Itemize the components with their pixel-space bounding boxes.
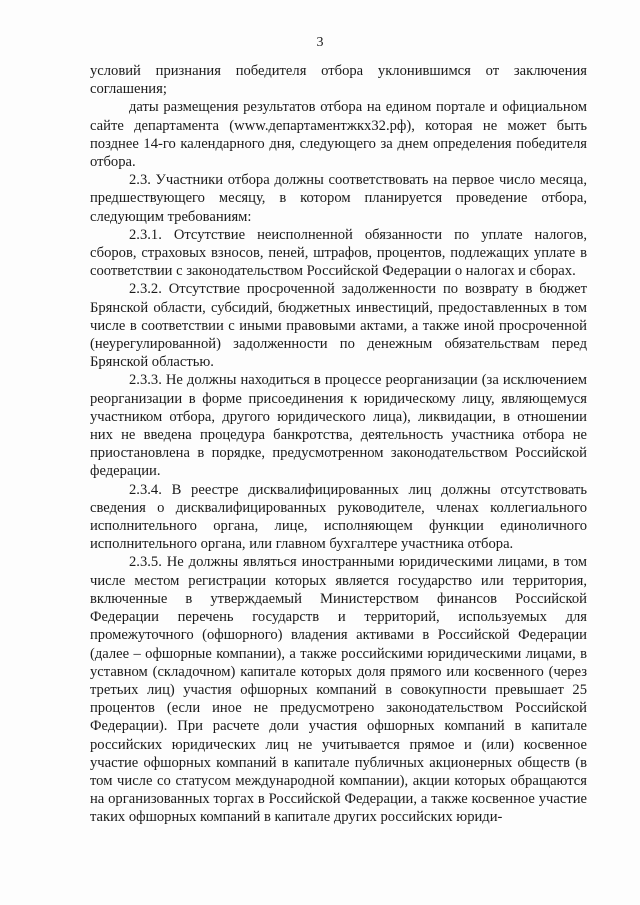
- paragraph: 2.3.5. Не должны являться иностранными юридическими лицами, в том числе местом регистрации которых является государство или территория, включенные в утверждаемый Министерством финансов Российской Федерации перечень государств и территорий, используемых для промежуточного (офшорного) владения активами в Российской Федерации (далее – офшорные компании), а также российскими юридическими лицами, в уставном (складочном) капитале которых доля прямого или косвенного (через третьих лиц) участия офшорных компаний в совокупности превышает 25 процентов (если иное не предусмотрено законодательством Российской Федерации). При расчете доли участия офшорных компаний в капитале российских юридических лиц не учитывается прямое и (или) косвенное участие офшорных компаний в капитале публичных акционерных обществ (в том числе со статусом международной компании), акции которых обращаются на организованных торгах в Российской Федерации, а также косвенное участие таких офшорных компаний в капитале других российских юриди-: [90, 554, 587, 826]
- paragraph: 2.3.4. В реестре дисквалифицированных лиц должны отсутствовать сведения о дисквалифицированных руководителе, членах коллегиального исполнительного органа, лице, исполняющем функции единоличного исполнительного органа, или главном бухгалтере участника отбора.: [90, 481, 587, 553]
- paragraph: 2.3.2. Отсутствие просроченной задолженности по возврату в бюджет Брянской области, субсидий, бюджетных инвестиций, предоставленных в том числе в соответствии с иными правовыми актами, а также иной просроченной (неурегулированной) задолженности по денежным обязательствам перед Брянской областью.: [90, 281, 587, 371]
- paragraph: даты размещения результатов отбора на едином портале и официальном сайте департамента (www.департаментжкх32.рф), которая не может быть позднее 14-го календарного дня, следующего за днем определения победителя отбора.: [90, 99, 587, 171]
- paragraph: 2.3.1. Отсутствие неисполненной обязанности по уплате налогов, сборов, страховых взносов, пеней, штрафов, процентов, подлежащих уплате в соответствии с законодательством Российской Федерации о налогах и сборах.: [90, 226, 587, 280]
- page-number: 3: [316, 35, 324, 50]
- paragraph: 2.3. Участники отбора должны соответствовать на первое число месяца, предшествующего месяцу, в котором планируется проведение отбора, следующим требованиям:: [90, 172, 587, 225]
- paragraph: условий признания победителя отбора уклонившимся от заключения соглашения;: [90, 63, 587, 98]
- document-body: [90, 62, 587, 827]
- paragraph: 2.3.3. Не должны находиться в процессе реорганизации (за исключением реорганизации в форме присоединения к юридическому лицу, являющемуся участником отбора, другого юридического лица), ликвидации, в отношении них не введена процедура банкротства, деятельность участника отбора не приостановлена в порядке, предусмотренном законодательством Российской федерации.: [90, 372, 587, 480]
